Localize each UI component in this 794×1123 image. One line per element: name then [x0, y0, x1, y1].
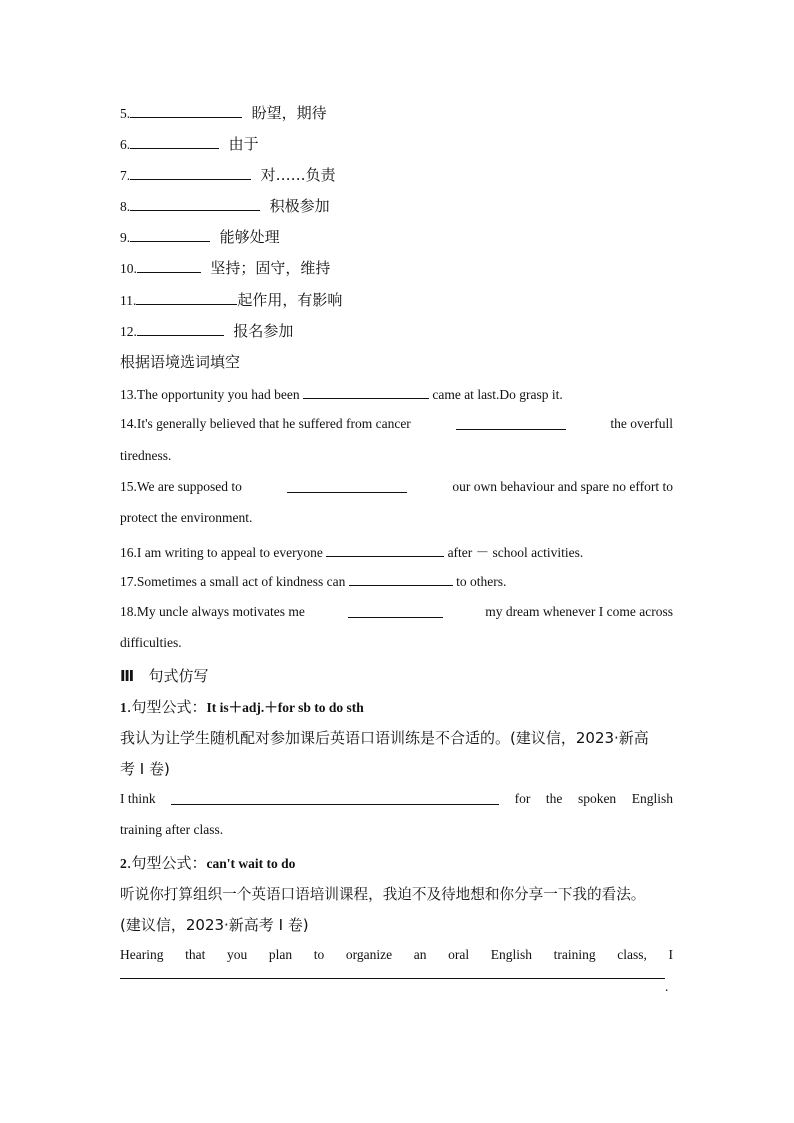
- sentence-formula: can't wait to do: [206, 856, 296, 871]
- answer-blank[interactable]: [137, 322, 224, 336]
- section-3-heading: [120, 665, 209, 686]
- section-title: 句式仿写: [148, 667, 209, 685]
- pattern-1-heading: 1.句型公式：It is＋adj.＋for sb to do sth: [120, 698, 364, 716]
- pattern-1-chinese-cont: 考 Ⅰ 卷): [120, 760, 170, 778]
- question-15: 15.We are supposed to our own behaviour and spare no effort to: [120, 479, 673, 494]
- section-heading: 根据语境选词填空: [120, 353, 241, 371]
- vocab-item-5: [120, 102, 327, 123]
- answer-blank[interactable]: [130, 135, 219, 149]
- item-number: 7.: [120, 168, 131, 183]
- item-number: 11.: [120, 293, 137, 308]
- question-18: 18.My uncle always motivates me my dream whenever I come across: [120, 604, 673, 619]
- pattern-2-chinese-cont: (建议信，2023·新高考 Ⅰ 卷): [120, 916, 309, 934]
- end-period: .: [665, 979, 669, 994]
- answer-blank[interactable]: [326, 543, 444, 557]
- item-number: 12.: [120, 324, 137, 339]
- vocab-item-8: [120, 195, 330, 216]
- vocab-item-9: [120, 226, 280, 247]
- answer-blank[interactable]: [456, 416, 566, 430]
- item-meaning: 坚持；固守，维持: [210, 259, 331, 277]
- pattern-1-english: I think for the spoken English: [120, 791, 673, 806]
- section-numeral: Ⅲ: [120, 667, 135, 685]
- answer-blank[interactable]: [287, 479, 407, 493]
- answer-line[interactable]: [120, 978, 665, 979]
- vocab-item-12: [120, 320, 293, 341]
- answer-blank[interactable]: [137, 259, 201, 273]
- question-14-cont: tiredness.: [120, 448, 172, 463]
- pattern-2-english: Hearing that you plan to organize an oral English training class, I: [120, 947, 673, 962]
- vocab-item-6: [120, 133, 259, 154]
- question-16: 16.I am writing to appeal to everyone after － school activities.: [120, 545, 584, 560]
- pattern-2-heading: 2.句型公式：can't wait to do: [120, 854, 296, 872]
- answer-blank[interactable]: [130, 197, 260, 211]
- item-meaning: 对……负责: [260, 166, 336, 184]
- item-meaning: 积极参加: [269, 197, 330, 215]
- question-15-cont: protect the environment.: [120, 510, 253, 525]
- item-meaning: 盼望，期待: [251, 104, 327, 122]
- item-number: 8.: [120, 199, 131, 214]
- item-number: 9.: [120, 230, 131, 245]
- question-17: 17.Sometimes a small act of kindness can to others.: [120, 574, 507, 589]
- vocab-item-7: [120, 164, 336, 185]
- item-meaning: 能够处理: [219, 228, 280, 246]
- item-number: 5.: [120, 106, 131, 121]
- answer-blank[interactable]: [136, 291, 237, 305]
- pattern-1-english-cont: training after class.: [120, 822, 224, 837]
- item-number: 10.: [120, 261, 137, 276]
- vocab-item-10: [120, 257, 330, 278]
- item-meaning: 起作用，有影响: [237, 291, 343, 309]
- item-number: 6.: [120, 137, 131, 152]
- answer-blank[interactable]: [171, 791, 499, 805]
- item-meaning: 报名参加: [233, 322, 294, 340]
- pattern-1-chinese: 我认为让学生随机配对参加课后英语口语训练是不合适的。(建议信，2023·新高: [120, 729, 649, 747]
- question-14: 14.It's generally believed that he suffered from cancer the overfull: [120, 416, 673, 431]
- answer-blank[interactable]: [348, 604, 443, 618]
- answer-blank[interactable]: [130, 104, 242, 118]
- answer-blank[interactable]: [303, 385, 429, 399]
- answer-blank[interactable]: [130, 166, 251, 180]
- vocab-item-11: [120, 289, 342, 310]
- sentence-formula: It is＋adj.＋for sb to do sth: [206, 700, 364, 715]
- answer-blank[interactable]: [130, 228, 210, 242]
- pattern-2-chinese: 听说你打算组织一个英语口语培训课程，我迫不及待地想和你分享一下我的看法。: [120, 886, 646, 903]
- question-18-cont: difficulties.: [120, 635, 182, 650]
- answer-blank[interactable]: [349, 572, 453, 586]
- item-meaning: 由于: [228, 135, 259, 153]
- question-13: 13.The opportunity you had been came at last.Do grasp it.: [120, 387, 563, 402]
